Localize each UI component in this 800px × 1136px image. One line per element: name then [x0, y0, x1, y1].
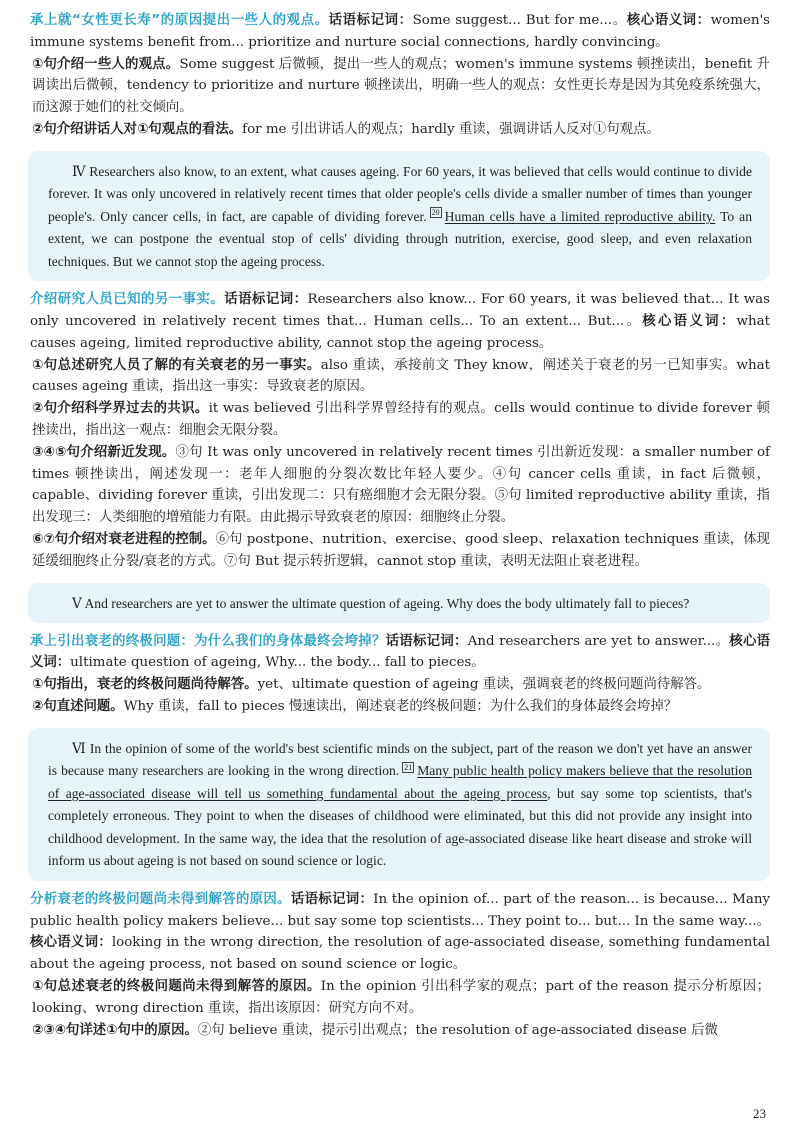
core-words: looking in the wrong direction, the resolution of age-associated disease, something fundamental about the ageing process, not based on sound science or logic。 [30, 935, 771, 973]
marker-words: And researchers are yet to answer...。 [467, 633, 730, 649]
marker-words: Some suggest... But for me...。 [412, 13, 627, 28]
analysis-heading: 承上就“女性更长寿”的原因提出一些人的观点。 [30, 13, 329, 28]
analysis-section-3 [30, 10, 770, 141]
point-text: yet、ultimate question of ageing 重读，强调衰老的终极问题尚待解答。 [257, 677, 711, 693]
underlined-sentence: Many public health policy makers believe that the resolution of age-associated disease will tell us something fundamental about the ageing process [48, 763, 752, 801]
point-text: also 重读，承接前文 They know，阐述关于衰老的另一已知事实。what causes ageing 重读，指出这一事实：导致衰老的原因。 [32, 357, 770, 395]
marker-words: In the opinion of... part of the reason... is because... Many public health policy makers believe... but say some top scientists... They point to... but... In the same way...。 [30, 891, 771, 929]
analysis-section-6 [30, 889, 770, 1042]
point-title: ①句总述衰老的终极问题尚未得到解答的原因。 [32, 979, 321, 995]
question-marker: 21 [404, 762, 413, 772]
passage-text: , but say some top scientists, that's completely erroneous. They point to when the diseases of childhood were eliminated, but this did not provide any insight into childhood development. In the same way, the idea that the resolution of age-associated disease like heart disease and stroke will inform us about ageing is not based on sound science or logic. [48, 785, 752, 869]
point-title: ②句介绍讲话人对①句观点的看法。 [32, 121, 243, 137]
passage-text: In the opinion of some of the world's best scientific minds on the subject, part of the reason we don't yet have an answer is because many researchers are looking in the wrong direction. [48, 740, 752, 779]
core-label: 核心语义词： [642, 314, 737, 330]
analysis-heading: 分析衰老的终极问题尚未得到解答的原因。 [30, 891, 291, 907]
core-label: 核心语义词： [30, 935, 112, 951]
analysis-section-4 [30, 289, 770, 572]
point-title: ①句指出，衰老的终极问题尚待解答。 [32, 677, 258, 693]
core-label: 核心语义词： [30, 633, 771, 671]
passage-paragraph [48, 161, 752, 274]
analysis-point [30, 442, 770, 529]
core-words: what causes ageing, limited reproductive ability, cannot stop the ageing process。 [30, 314, 770, 351]
paragraph-numeral: Ⅵ [72, 740, 87, 756]
analysis-point [30, 355, 770, 399]
analysis-point [30, 976, 770, 1020]
analysis-point [30, 674, 770, 696]
point-text: ⑥句 postpone、nutrition、exercise、good sleep、relaxation techniques 重读，体现延缓细胞终止分裂/衰老的方式。⑦句 But 提示转折逻辑，cannot stop 重读，表明无法阻止衰老进程。 [32, 532, 770, 569]
core-words: ultimate question of ageing, Why... the body... fall to pieces。 [70, 655, 485, 671]
question-marker: 20 [431, 208, 440, 218]
marker-label: 话语标记词： [224, 292, 308, 308]
point-title: ②句介绍科学界过去的共识。 [32, 401, 209, 417]
passage-paragraph [48, 593, 752, 615]
point-title: ①句总述研究人员了解的有关衰老的另一事实。 [32, 357, 321, 373]
passage-text: And researchers are yet to answer the ultimate question of ageing. Why does the body ultimately fall to pieces? [84, 595, 690, 611]
analysis-point [30, 54, 770, 119]
point-title: ③④⑤句介绍新近发现。 [32, 444, 176, 460]
passage-text: Researchers also know, to an extent, what causes ageing. For 60 years, it was believed that cells would continue to divide forever. It was only uncovered in relatively recent times that older people's cells divide a smaller number of times than younger people's. Only cancer cells, in fact, are capable of dividing forever. [48, 163, 752, 224]
analysis-intro [30, 10, 770, 54]
point-text: Why 重读，fall to pieces 慢速读出，阐述衰老的终极问题：为什么我们的身体最终会垮掉？ [123, 699, 678, 715]
point-title: ②句直述问题。 [32, 699, 124, 715]
analysis-heading: 介绍研究人员已知的另一事实。 [30, 292, 225, 308]
analysis-point [30, 398, 770, 442]
point-text: for me 引出讲话人的观点；hardly 重读，强调讲话人反对①句观点。 [242, 121, 660, 137]
passage-text: To an extent, we can postpone the eventual stop of cells' dividing through nutrition, exercise, good sleep, and even relaxation techniques. But we cannot stop the ageing process. [48, 208, 752, 269]
analysis-point [30, 696, 770, 718]
passage-box-6 [28, 728, 770, 881]
page-number: 23 [753, 1106, 766, 1121]
analysis-heading: 承上引出衰老的终极问题：为什么我们的身体最终会垮掉？ [30, 633, 386, 649]
marker-label: 话语标记词： [290, 891, 374, 907]
paragraph-numeral: Ⅳ [72, 163, 86, 179]
passage-box-5 [28, 583, 770, 623]
analysis-point [30, 529, 770, 573]
analysis-intro [30, 889, 770, 976]
core-words: women's immune systems benefit from... prioritize and nurture social connections, hardly convincing。 [30, 13, 770, 50]
analysis-point [30, 1020, 770, 1042]
underlined-sentence: Human cells have a limited reproductive ability. [444, 208, 716, 224]
point-text: Some suggest 后微顿，提出一些人的观点；women's immune systems 顿挫读出，benefit 升调读出后微顿，tendency to prioritize and nurture 顿挫读出，明确一些人的观点：女性更长寿是因为其免疫系统强大，而这源于她们的社交倾向。 [32, 56, 770, 116]
point-title: ①句介绍一些人的观点。 [32, 56, 180, 72]
point-text: ②句 believe 重读，提示引出观点；the resolution of age-associated disease 后微 [197, 1022, 718, 1038]
core-label: 核心语义词： [626, 13, 711, 28]
point-text: In the opinion 引出科学家的观点；part of the reason 提示分析原因；looking、wrong direction 重读，指出该原因：研究方向不对。 [32, 979, 770, 1016]
point-text: ③句 It was only uncovered in relatively recent times 引出新近发现：a smaller number of times 顿挫读出，阐述发现一：老年人细胞的分裂次数比年轻人要少。④句 cancer cells 重读，in fact 后微顿，capable、dividing forever 重读，引出发现二：只有癌细胞才会无限分裂。⑤句 limited reproductive ability 重读，指出发现三：人类细胞的增殖能力有限。由此揭示导致衰老的原因：细胞终止分裂。 [32, 444, 771, 526]
passage-box-4 [28, 151, 770, 282]
marker-label: 话语标记词： [385, 633, 468, 649]
paragraph-numeral: Ⅴ [72, 595, 82, 611]
point-title: ⑥⑦句介绍对衰老进程的控制。 [32, 532, 216, 548]
marker-label: 话语标记词： [328, 13, 413, 28]
analysis-section-5 [30, 631, 770, 718]
analysis-intro [30, 289, 770, 354]
marker-words: Researchers also know... For 60 years, it was believed that... It was only uncovered in relatively recent times that... Human cells... To an extent... But...。 [30, 292, 771, 330]
analysis-intro [30, 631, 770, 675]
passage-paragraph [48, 738, 752, 873]
analysis-point [30, 119, 770, 141]
point-title: ②③④句详述①句中的原因。 [32, 1022, 198, 1038]
point-text: it was believed 引出科学界曾经持有的观点。cells would continue to divide forever 顿挫读出，指出这一观点：细胞会无限分裂。 [32, 401, 770, 439]
